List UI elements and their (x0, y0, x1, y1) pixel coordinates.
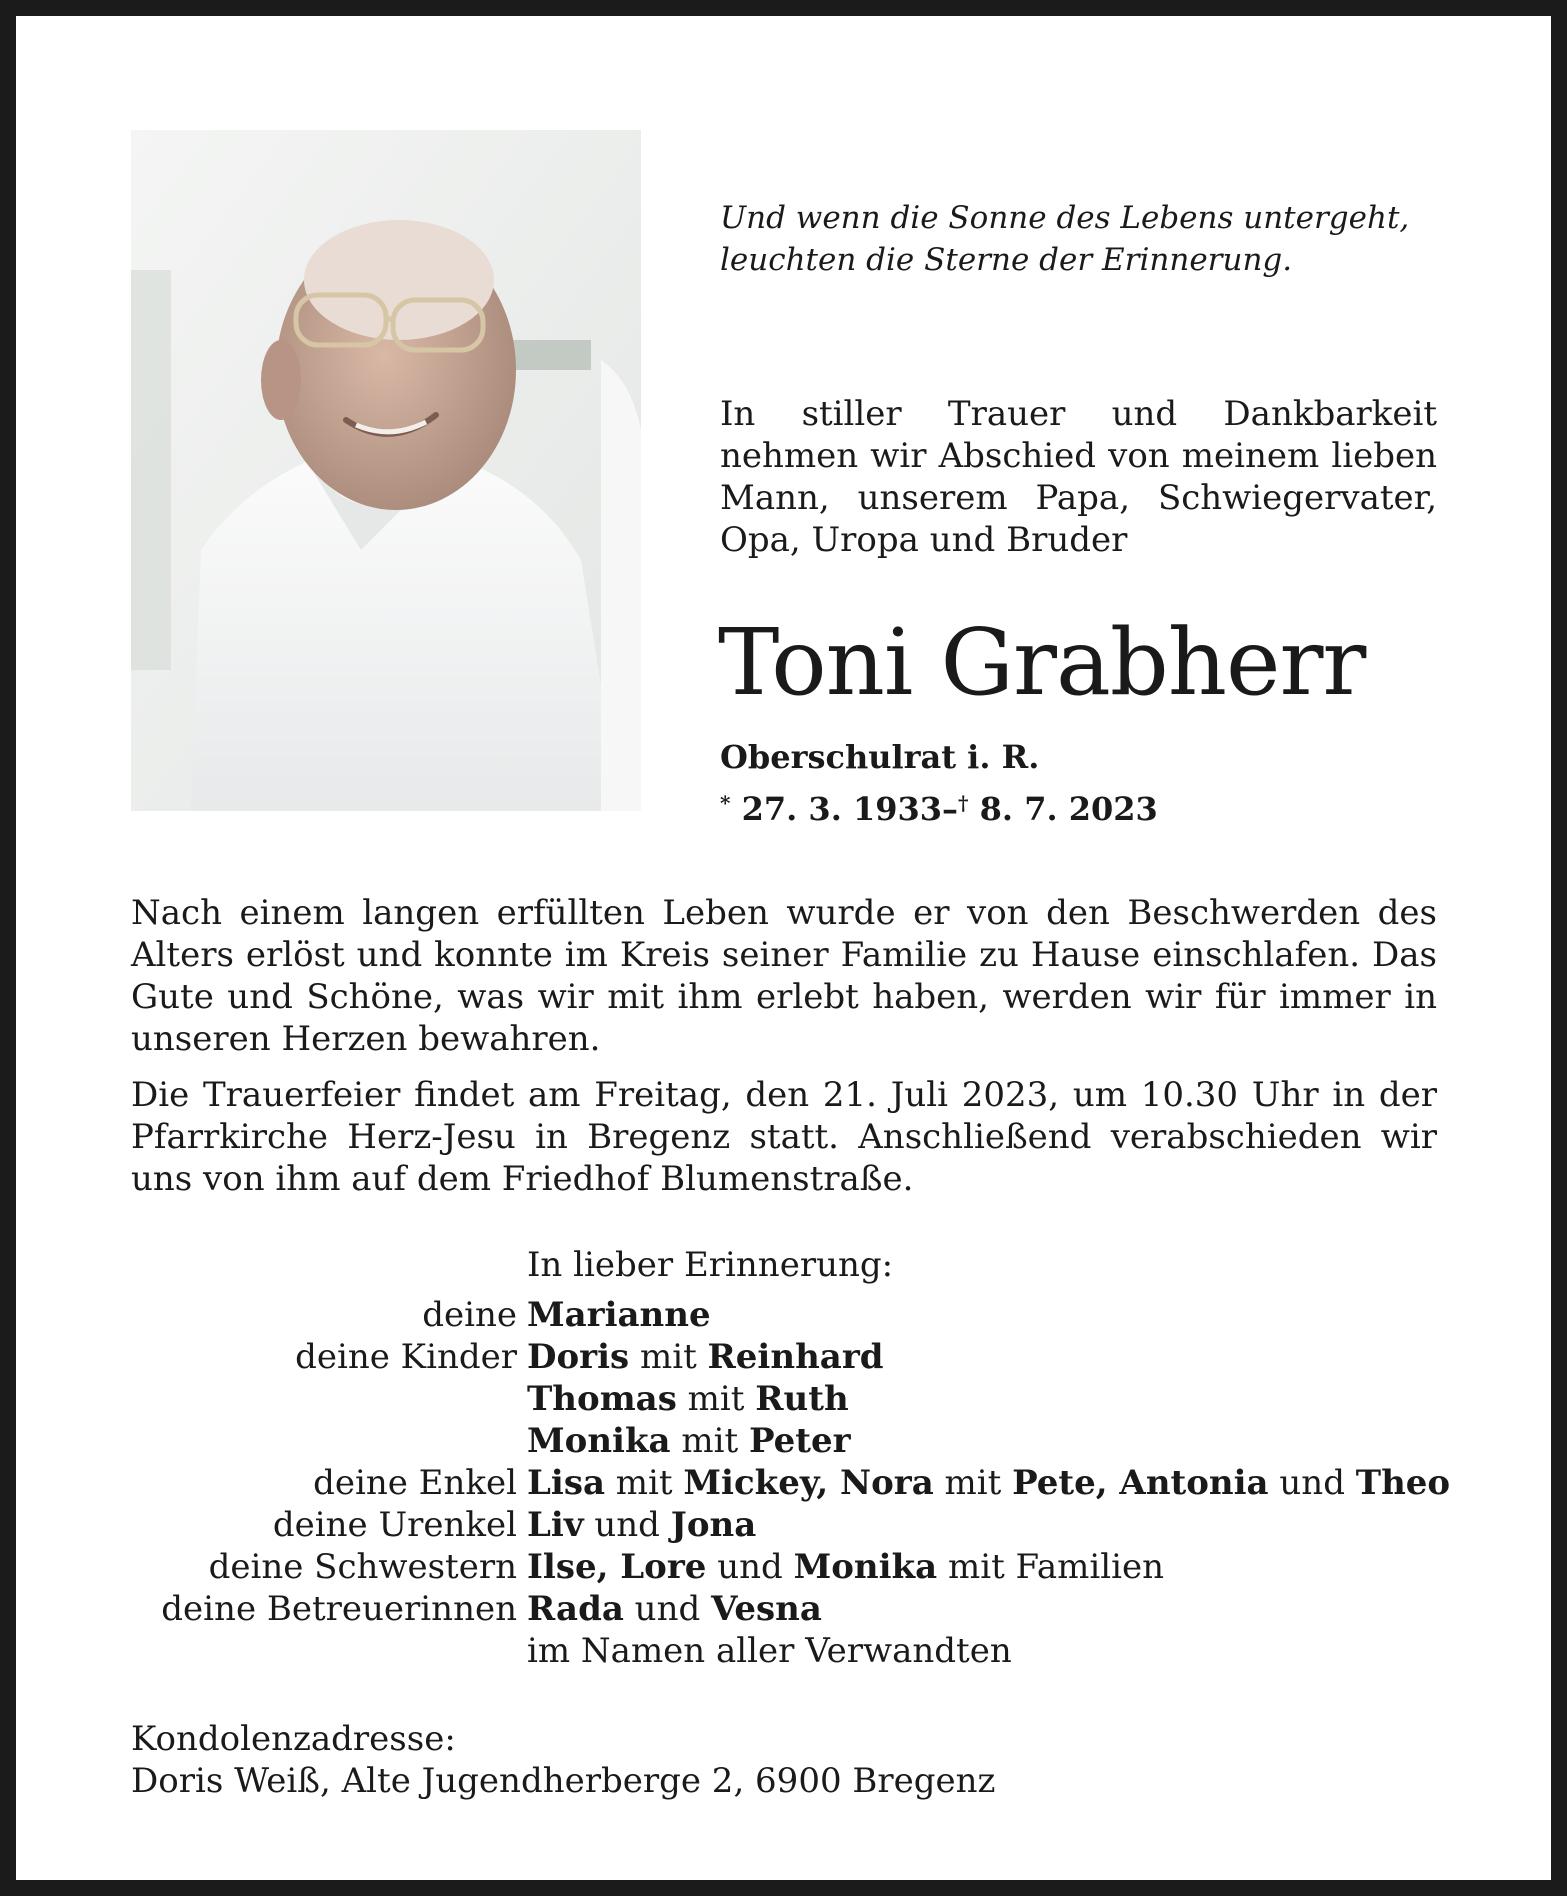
deceased-title: Oberschulrat i. R. (720, 738, 1040, 776)
family-relation: deine Schwestern (208, 1547, 517, 1587)
family-member-name: Doris (527, 1337, 630, 1377)
family-member-name: Thomas (527, 1379, 677, 1419)
portrait-illustration (131, 130, 641, 811)
family-connector: und (583, 1505, 671, 1545)
death-symbol: † (958, 791, 969, 815)
family-connector: mit (670, 1421, 749, 1461)
body-paragraph-1: Nach einem langen erfüllten Leben wurde er von den Beschwerden des Alters erlöst und konnte im Kreis seiner Familie zu Hause einschlafen. Das Gute und Schöne, was wir mit ihm erlebt haben, werden wir für immer in unseren Herzen bewahren. (131, 893, 1437, 1059)
family-row (100, 1420, 1500, 1462)
family-connector: und (706, 1547, 794, 1587)
family-member-name: Peter (748, 1421, 851, 1461)
family-names (527, 1546, 1164, 1588)
family-relation (100, 1630, 527, 1672)
family-connector: im Namen aller Verwandten (527, 1631, 1012, 1671)
family-member-name: Pete, Antonia (1012, 1463, 1269, 1503)
family-names (527, 1378, 849, 1420)
family-member-name: Monika (527, 1421, 671, 1461)
family-names (527, 1294, 711, 1336)
family-row (100, 1294, 1500, 1336)
body-paragraph-2: Die Trauerfeier findet am Freitag, den 21. Juli 2023, um 10.30 Uhr in der Pfarrkirche Herz-Jesu in Bregenz statt. Anschließend verabschieden wir uns von ihm auf dem Friedhof Blumenstraße. (131, 1075, 1437, 1199)
motto-line-2: leuchten die Sterne der Erinnerung. (720, 242, 1293, 278)
family-names (527, 1504, 756, 1546)
family-names (527, 1630, 1012, 1672)
motto-line-1: Und wenn die Sonne des Lebens untergeht, (720, 200, 1410, 236)
family-member-name: Lisa (527, 1463, 605, 1503)
family-relation: deine Urenkel (272, 1505, 517, 1545)
family-connector: mit Familien (937, 1547, 1164, 1587)
date-dash: – (942, 790, 959, 828)
death-date: 8. 7. 2023 (979, 790, 1158, 828)
birth-date: 27. 3. 1933 (741, 790, 943, 828)
family-connector: mit (629, 1337, 708, 1377)
family-row (100, 1462, 1500, 1504)
family-row (100, 1588, 1500, 1630)
family-relation: deine Kinder (295, 1337, 517, 1377)
life-dates (720, 782, 1158, 830)
family-member-name: Liv (527, 1505, 584, 1545)
family-names (527, 1588, 822, 1630)
condolence-address (131, 1718, 995, 1802)
family-member-name: Reinhard (707, 1337, 884, 1377)
family-names (527, 1462, 1450, 1504)
birth-symbol: * (720, 791, 731, 815)
family-member-name: Mickey, Nora (683, 1463, 934, 1503)
family-connector: und (1268, 1463, 1356, 1503)
address-line: Doris Weiß, Alte Jugendherberge 2, 6900 Bregenz (131, 1761, 996, 1801)
memory-title: In lieber Erinnerung: (527, 1245, 894, 1285)
family-relation (100, 1420, 527, 1462)
motto-quote (720, 197, 1460, 281)
family-member-name: Ruth (755, 1379, 849, 1419)
family-member-name: Vesna (711, 1589, 822, 1629)
family-relation (100, 1378, 527, 1420)
family-connector: mit (605, 1463, 684, 1503)
family-member-name: Marianne (527, 1295, 711, 1335)
family-names (527, 1420, 851, 1462)
portrait-photo (131, 130, 641, 811)
family-names (527, 1336, 884, 1378)
family-relation: deine Enkel (313, 1463, 517, 1503)
family-connector: mit (676, 1379, 756, 1419)
family-connector: mit (933, 1463, 1013, 1503)
family-row (100, 1504, 1500, 1546)
family-row (100, 1336, 1500, 1378)
family-row (100, 1630, 1500, 1672)
family-member-name: Theo (1355, 1463, 1451, 1503)
family-member-name: Monika (793, 1547, 938, 1587)
family-connector: und (623, 1589, 712, 1629)
family-list (100, 1294, 1500, 1672)
intro-text: In stiller Trauer und Dankbarkeit nehmen wir Abschied von meinem lieben Mann, unserem Papa, Schwiegervater, Opa, Uropa und Bruder (720, 394, 1437, 560)
family-member-name: Jona (670, 1505, 757, 1545)
family-relation: deine (422, 1295, 517, 1335)
address-label: Kondolenzadresse: (131, 1719, 456, 1759)
deceased-name: Toni Grabherr (718, 609, 1366, 716)
family-member-name: Rada (527, 1589, 624, 1629)
family-row (100, 1546, 1500, 1588)
family-member-name: Ilse, Lore (527, 1547, 707, 1587)
family-row (100, 1378, 1500, 1420)
family-relation: deine Betreuerinnen (161, 1589, 517, 1629)
